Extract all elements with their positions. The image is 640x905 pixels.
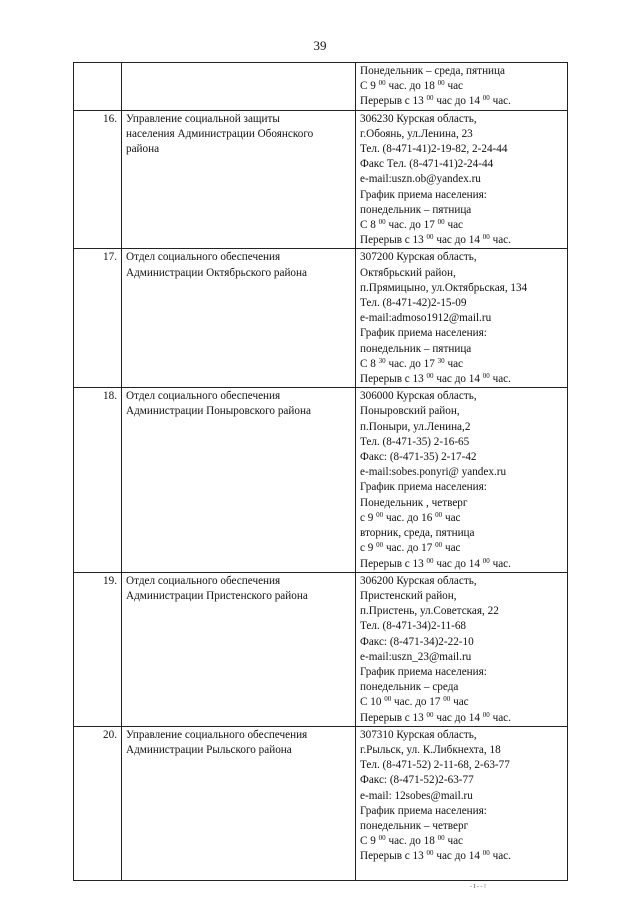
- minutes-superscript: 00: [443, 695, 451, 704]
- institution-name: [122, 572, 356, 726]
- contact-line: [360, 804, 563, 819]
- contact-info: [356, 726, 568, 880]
- contact-text: Октябрьский район,: [360, 266, 456, 279]
- institution-name-line: Отдел социального обеспечения: [126, 390, 281, 403]
- minutes-superscript: 00: [437, 218, 445, 227]
- contact-text: Перерыв с 13: [360, 373, 427, 386]
- contact-text: час.: [489, 711, 511, 724]
- minutes-superscript: 00: [426, 372, 434, 381]
- table-row: [74, 388, 568, 572]
- contact-line: [360, 619, 563, 634]
- contact-text: e-mail:admoso1912@mail.ru: [360, 312, 492, 325]
- contact-line: [360, 389, 563, 404]
- minutes-superscript: 00: [435, 541, 443, 550]
- contact-text: понедельник – пятница: [360, 203, 472, 216]
- contact-text: График приема населения:: [360, 188, 487, 201]
- contact-text: час: [444, 357, 464, 370]
- contact-line: [360, 834, 563, 849]
- contact-line: [360, 574, 563, 589]
- contact-line: [360, 326, 563, 341]
- contact-text: Перерыв с 13: [360, 234, 427, 247]
- contact-text: Тел. (8-471-34)2-11-68: [360, 620, 467, 633]
- contact-line: [360, 218, 563, 233]
- contact-info: [356, 388, 568, 572]
- contact-text: час.: [489, 373, 511, 386]
- institution-name: [122, 249, 356, 388]
- contact-line: [360, 650, 563, 665]
- contact-text: Факс Тел. (8-471-41)2-24-44: [360, 158, 494, 171]
- contact-line: [360, 773, 563, 788]
- row-number: [74, 63, 122, 111]
- institution-name: [122, 63, 356, 111]
- contact-line: [360, 112, 563, 127]
- table-row: [74, 110, 568, 249]
- contact-line: [360, 789, 563, 804]
- contact-line: [360, 296, 563, 311]
- contact-text: час до 14: [433, 95, 483, 108]
- contact-line: [360, 281, 563, 296]
- row-number: 17.: [74, 249, 122, 388]
- table-body: [74, 63, 568, 881]
- row-number: 19.: [74, 572, 122, 726]
- contact-line: [360, 743, 563, 758]
- contact-line: [360, 465, 563, 480]
- minutes-superscript: 00: [378, 79, 386, 88]
- contact-line: [360, 435, 563, 450]
- contact-text: Пристенский район,: [360, 589, 457, 602]
- contact-text: С 8: [360, 357, 379, 370]
- contact-text: с 9: [360, 511, 377, 524]
- contact-text: час до 14: [433, 234, 483, 247]
- contact-text: г.Рыльск, ул. К.Либкнехта, 18: [360, 743, 501, 756]
- table-row: [74, 572, 568, 726]
- contact-text: час: [444, 80, 464, 93]
- contact-text: Поныровский район,: [360, 405, 460, 418]
- contact-line: [360, 250, 563, 265]
- minutes-superscript: 00: [482, 94, 490, 103]
- contact-line: [360, 557, 563, 572]
- contact-text: Перерыв с 13: [360, 850, 427, 863]
- contact-line: [360, 64, 563, 79]
- contact-text: С 9: [360, 80, 379, 93]
- contact-text: С 9: [360, 835, 379, 848]
- contact-line: [360, 172, 563, 187]
- institution-name-line: Администрации Октябрьского района: [126, 266, 307, 279]
- contact-text: понедельник – среда: [360, 681, 459, 694]
- contact-text: Факс: (8-471-35) 2-17-42: [360, 451, 477, 464]
- contact-line: [360, 819, 563, 834]
- contact-line: [360, 635, 563, 650]
- contact-text: 306200 Курская область,: [360, 574, 477, 587]
- contact-line: [360, 695, 563, 710]
- minutes-superscript: 00: [426, 233, 434, 242]
- contact-text: г.Обоянь, ул.Ленина, 23: [360, 127, 473, 140]
- contact-text: понедельник – пятница: [360, 342, 472, 355]
- contact-text: час. до 18: [385, 80, 438, 93]
- contact-text: Перерыв с 13: [360, 557, 427, 570]
- contact-text: час до 14: [433, 711, 483, 724]
- contact-line: [360, 680, 563, 695]
- institution-name: [122, 388, 356, 572]
- contact-text: час до 14: [433, 373, 483, 386]
- institution-name: [122, 110, 356, 249]
- institution-name-line: Управление социального обеспечения: [126, 728, 308, 741]
- contact-text: Факс: (8-471-52)2-63-77: [360, 774, 474, 787]
- contact-text: Факс: (8-471-34)2-22-10: [360, 635, 474, 648]
- contact-text: час. до 18: [385, 835, 438, 848]
- contact-line: [360, 127, 563, 142]
- contact-text: Понедельник – среда, пятница: [360, 65, 505, 77]
- contact-text: 306230 Курская область,: [360, 112, 477, 125]
- contact-text: час до 14: [433, 850, 483, 863]
- contact-line: [360, 266, 563, 281]
- contact-text: e-mail:uszn_23@mail.ru: [360, 650, 472, 663]
- contact-text: Тел. (8-471-42)2-15-09: [360, 297, 467, 310]
- contact-line: [360, 496, 563, 511]
- minutes-superscript: 00: [437, 79, 445, 88]
- contact-text: С 10: [360, 696, 385, 709]
- contact-text: понедельник – четверг: [360, 819, 469, 832]
- contact-line: [360, 404, 563, 419]
- contact-text: Перерыв с 13: [360, 95, 427, 108]
- contact-text: График приема населения:: [360, 804, 487, 817]
- contact-info: [356, 110, 568, 249]
- contact-text: График приема населения:: [360, 665, 487, 678]
- contact-line: [360, 604, 563, 619]
- contact-text: 307200 Курская область,: [360, 251, 477, 264]
- minutes-superscript: 00: [426, 94, 434, 103]
- table-row: [74, 63, 568, 111]
- institution-name-line: района: [126, 143, 160, 156]
- row-number: 20.: [74, 726, 122, 880]
- contact-text: 307310 Курская область,: [360, 728, 477, 741]
- row-number: 18.: [74, 388, 122, 572]
- contact-text: час.: [489, 557, 511, 570]
- contact-text: e-mail:uszn.ob@yandex.ru: [360, 173, 481, 186]
- contact-line: [360, 865, 563, 880]
- contact-text: График приема населения:: [360, 327, 487, 340]
- contact-text: час: [442, 542, 461, 555]
- table-row: [74, 249, 568, 388]
- contact-line: [360, 420, 563, 435]
- row-number: 16.: [74, 110, 122, 249]
- contact-text: e-mail:sobes.ponyri@ yandex.ru: [360, 466, 507, 479]
- contact-line: [360, 541, 563, 556]
- institution-name-line: Отдел социального обеспечения: [126, 574, 281, 587]
- contact-line: [360, 665, 563, 680]
- contact-line: [360, 233, 563, 248]
- bottom-mark: - I - - !: [470, 884, 486, 890]
- contact-text: п.Прямицыно, ул.Октябрьская, 134: [360, 281, 528, 294]
- contact-text: час.: [489, 850, 511, 863]
- contact-line: [360, 758, 563, 773]
- institution-name-line: Администрации Поныровского района: [126, 405, 311, 418]
- contact-text: Тел. (8-471-35) 2-16-65: [360, 435, 470, 448]
- institution-name-line: населения Администрации Обоянского: [126, 127, 314, 140]
- contact-text: час: [444, 835, 464, 848]
- institution-name-line: Администрации Пристенского района: [126, 589, 308, 602]
- contact-info: [356, 249, 568, 388]
- contact-text: С 8: [360, 219, 379, 232]
- contact-line: [360, 728, 563, 743]
- contact-line: [360, 589, 563, 604]
- contact-line: [360, 79, 563, 94]
- contact-line: [360, 450, 563, 465]
- minutes-superscript: 00: [378, 834, 386, 843]
- contact-text: п.Пристень, ул.Советская, 22: [360, 605, 499, 618]
- contact-info: [356, 63, 568, 111]
- contact-text: час. до 16: [383, 511, 436, 524]
- contact-line: [360, 511, 563, 526]
- contact-line: [360, 372, 563, 387]
- contact-text: час: [442, 511, 461, 524]
- contact-info: [356, 572, 568, 726]
- contact-text: час: [444, 219, 464, 232]
- minutes-superscript: 00: [376, 541, 384, 550]
- contact-text: час до 14: [433, 557, 483, 570]
- minutes-superscript: 00: [426, 849, 434, 858]
- institution-name: [122, 726, 356, 880]
- minutes-superscript: 30: [437, 356, 445, 365]
- contact-text: вторник, среда, пятница: [360, 527, 475, 540]
- minutes-superscript: 00: [378, 218, 386, 227]
- contact-line: [360, 94, 563, 109]
- contact-text: График приема населения:: [360, 481, 487, 494]
- contact-line: [360, 849, 563, 864]
- contact-line: [360, 357, 563, 372]
- institution-name-line: Администрации Рыльского района: [126, 743, 292, 756]
- minutes-superscript: 00: [426, 710, 434, 719]
- contact-text: час. до 17: [383, 542, 436, 555]
- contact-line: [360, 526, 563, 541]
- contact-text: e-mail: 12sobes@mail.ru: [360, 789, 473, 802]
- contact-text: час.: [489, 234, 511, 247]
- minutes-superscript: 00: [482, 556, 490, 565]
- minutes-superscript: 00: [482, 372, 490, 381]
- contact-text: час. до 17: [385, 219, 438, 232]
- contact-text: час. до 17: [391, 696, 444, 709]
- minutes-superscript: 00: [426, 556, 434, 565]
- minutes-superscript: 00: [435, 510, 443, 519]
- minutes-superscript: 00: [482, 710, 490, 719]
- contact-line: [360, 203, 563, 218]
- minutes-superscript: 00: [437, 834, 445, 843]
- contact-line: [360, 480, 563, 495]
- institutions-table: [73, 62, 568, 881]
- minutes-superscript: 00: [482, 233, 490, 242]
- contact-text: час.: [489, 95, 511, 108]
- contact-line: [360, 188, 563, 203]
- page-number: 39: [313, 38, 327, 53]
- contact-text: час: [450, 696, 469, 709]
- contact-line: [360, 157, 563, 172]
- contact-text: п.Поныри, ул.Ленина,2: [360, 420, 471, 433]
- contact-line: [360, 711, 563, 726]
- contact-text: Тел. (8-471-41)2-19-82, 2-24-44: [360, 143, 508, 156]
- contact-text: 306000 Курская область,: [360, 390, 477, 403]
- institution-name-line: Управление социальной защиты: [126, 112, 280, 125]
- contact-text: Тел. (8-471-52) 2-11-68, 2-63-77: [360, 759, 510, 772]
- institution-name-line: Отдел социального обеспечения: [126, 251, 281, 264]
- contact-text: с 9: [360, 542, 377, 555]
- contact-line: [360, 142, 563, 157]
- contact-text: час. до 17: [385, 357, 438, 370]
- contact-line: [360, 311, 563, 326]
- contact-text: Перерыв с 13: [360, 711, 427, 724]
- contact-text: Понедельник , четверг: [360, 496, 468, 509]
- minutes-superscript: 00: [482, 849, 490, 858]
- table-row: [74, 726, 568, 880]
- minutes-superscript: 30: [378, 356, 386, 365]
- contact-line: [360, 342, 563, 357]
- minutes-superscript: 00: [376, 510, 384, 519]
- minutes-superscript: 00: [384, 695, 392, 704]
